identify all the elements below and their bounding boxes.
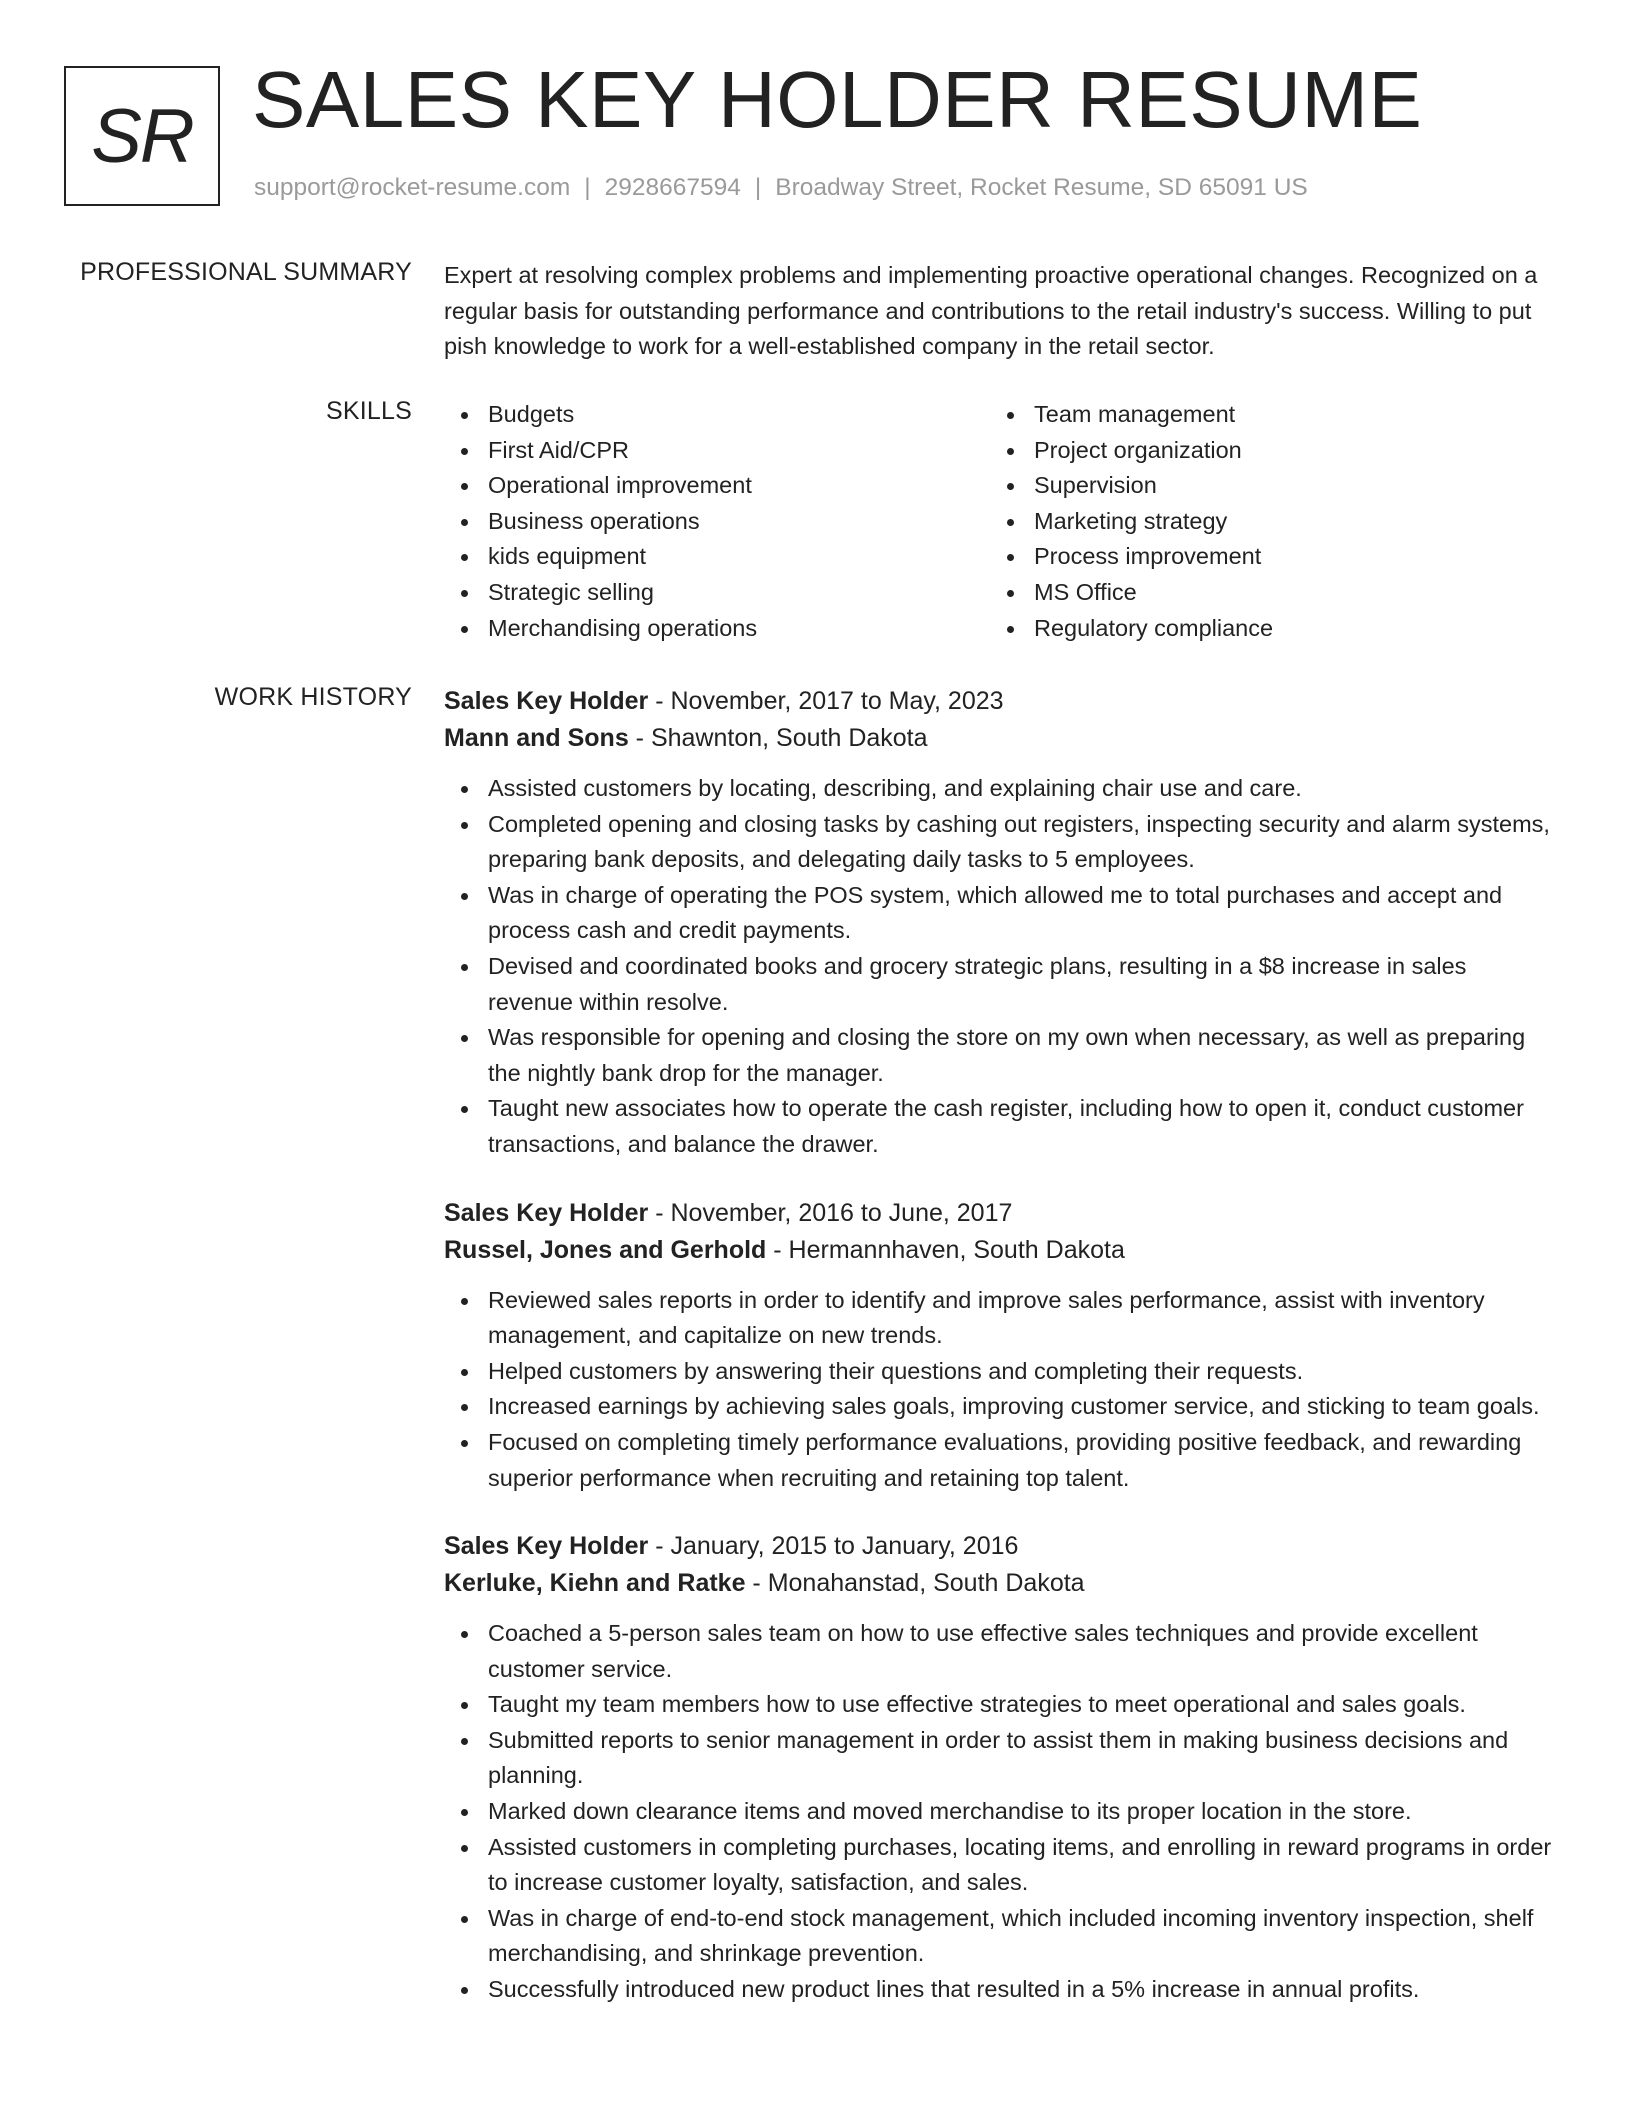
- job-duty-item: Devised and coordinated books and grocery strategic plans, resulting in a $8 increase in sales revenue within resolve.: [444, 949, 1554, 1020]
- job-duty-item: Coached a 5-person sales team on how to use effective sales techniques and provide excellent customer service.: [444, 1616, 1554, 1687]
- skill-item: Marketing strategy: [990, 504, 1536, 540]
- skill-item: Business operations: [444, 504, 990, 540]
- job-company-line: [444, 1565, 1554, 1602]
- contact-line: [254, 174, 1308, 202]
- job-title: Sales Key Holder: [444, 1532, 649, 1561]
- skills-list-right: [990, 397, 1536, 646]
- job-duties-list: [444, 1616, 1554, 2008]
- job-title-line: [444, 1195, 1554, 1232]
- skill-item: Budgets: [444, 397, 990, 433]
- job-duty-item: Assisted customers in completing purchases, locating items, and enrolling in reward programs in order to increase customer loyalty, satisfaction, and sales.: [444, 1830, 1554, 1901]
- job-duty-item: Taught new associates how to operate the cash register, including how to open it, conduct customer transactions, and balance the drawer.: [444, 1091, 1554, 1162]
- job-entry: [444, 683, 1554, 1163]
- job-duty-item: Was in charge of operating the POS system, which allowed me to total purchases and accept and process cash and credit payments.: [444, 878, 1554, 949]
- initials-monogram: SR: [64, 66, 220, 206]
- skill-item: First Aid/CPR: [444, 433, 990, 469]
- job-company: Russel, Jones and Gerhold: [444, 1235, 767, 1264]
- job-duty-item: Helped customers by answering their questions and completing their requests.: [444, 1354, 1554, 1390]
- skill-item: Strategic selling: [444, 575, 990, 611]
- job-entry: [444, 1528, 1554, 2008]
- job-duty-item: Submitted reports to senior management in order to assist them in making business decisions and planning.: [444, 1723, 1554, 1794]
- skill-item: kids equipment: [444, 539, 990, 575]
- contact-email[interactable]: support@rocket-resume.com: [254, 174, 571, 201]
- job-location: - Shawnton, South Dakota: [628, 724, 928, 752]
- job-company-line: [444, 1232, 1554, 1269]
- skill-item: Operational improvement: [444, 468, 990, 504]
- work-history-list: [444, 683, 1554, 2008]
- job-title-line: [444, 683, 1554, 720]
- skill-item: Regulatory compliance: [990, 611, 1536, 647]
- contact-separator: |: [584, 174, 591, 201]
- job-duty-item: Assisted customers by locating, describing, and explaining chair use and care.: [444, 771, 1554, 807]
- contact-separator: |: [754, 174, 762, 201]
- job-company: Kerluke, Kiehn and Ratke: [444, 1569, 746, 1598]
- job-duty-item: Was in charge of end-to-end stock management, which included incoming inventory inspection, shelf merchandising, and shrinkage prevention.: [444, 1901, 1554, 1972]
- job-duty-item: Taught my team members how to use effective strategies to meet operational and sales goals.: [444, 1687, 1554, 1723]
- resume-title: SALES KEY HOLDER RESUME: [252, 55, 1423, 144]
- job-entry: [444, 1195, 1554, 1497]
- skill-item: Team management: [990, 397, 1536, 433]
- job-duty-item: Focused on completing timely performance evaluations, providing positive feedback, and rewarding superior performance when recruiting and retaining top talent.: [444, 1425, 1554, 1496]
- skill-item: MS Office: [990, 575, 1536, 611]
- job-title: Sales Key Holder: [444, 1198, 649, 1227]
- job-location: - Monahanstad, South Dakota: [745, 1569, 1085, 1598]
- job-duties-list: [444, 1283, 1554, 1497]
- skills-list-left: [444, 397, 990, 646]
- contact-phone[interactable]: 2928667594: [604, 174, 741, 201]
- job-location: - Hermannhaven, South Dakota: [766, 1235, 1125, 1264]
- job-duty-item: Marked down clearance items and moved merchandise to its proper location in the store.: [444, 1794, 1554, 1830]
- job-duty-item: Was responsible for opening and closing the store on my own when necessary, as well as preparing the nightly bank drop for the manager.: [444, 1020, 1554, 1091]
- job-duty-item: Reviewed sales reports in order to identify and improve sales performance, assist with inventory management, and capitalize on new trends.: [444, 1283, 1554, 1354]
- skills-heading: SKILLS: [326, 397, 412, 425]
- skill-item: Project organization: [990, 433, 1536, 469]
- work-history-heading: WORK HISTORY: [214, 683, 412, 711]
- skill-item: Process improvement: [990, 539, 1536, 575]
- job-title-line: [444, 1528, 1554, 1565]
- summary-heading: PROFESSIONAL SUMMARY: [80, 258, 412, 286]
- skill-item: Merchandising operations: [444, 611, 990, 647]
- job-duty-item: Increased earnings by achieving sales goals, improving customer service, and sticking to team goals.: [444, 1389, 1554, 1425]
- job-duty-item: Successfully introduced new product lines that resulted in a 5% increase in annual profits.: [444, 1972, 1554, 2008]
- job-duties-list: [444, 771, 1554, 1163]
- job-company-line: [444, 720, 1554, 757]
- job-company: Mann and Sons: [444, 724, 629, 752]
- job-dates: - January, 2015 to January, 2016: [648, 1532, 1019, 1561]
- summary-text: Expert at resolving complex problems and implementing proactive operational changes. Recognized on a regular basis for outstanding performance and contributions to the retail industry's success. Willing to put pish knowledge to work for a well-established company in the retail sector.: [444, 262, 1538, 359]
- job-dates: - November, 2017 to May, 2023: [648, 687, 1004, 715]
- skill-item: Supervision: [990, 468, 1536, 504]
- job-dates: - November, 2016 to June, 2017: [648, 1198, 1013, 1227]
- job-title: Sales Key Holder: [444, 687, 649, 715]
- contact-address: Broadway Street, Rocket Resume, SD 65091 US: [775, 174, 1308, 201]
- job-duty-item: Completed opening and closing tasks by cashing out registers, inspecting security and alarm systems, preparing bank deposits, and delegating daily tasks to 5 employees.: [444, 807, 1554, 878]
